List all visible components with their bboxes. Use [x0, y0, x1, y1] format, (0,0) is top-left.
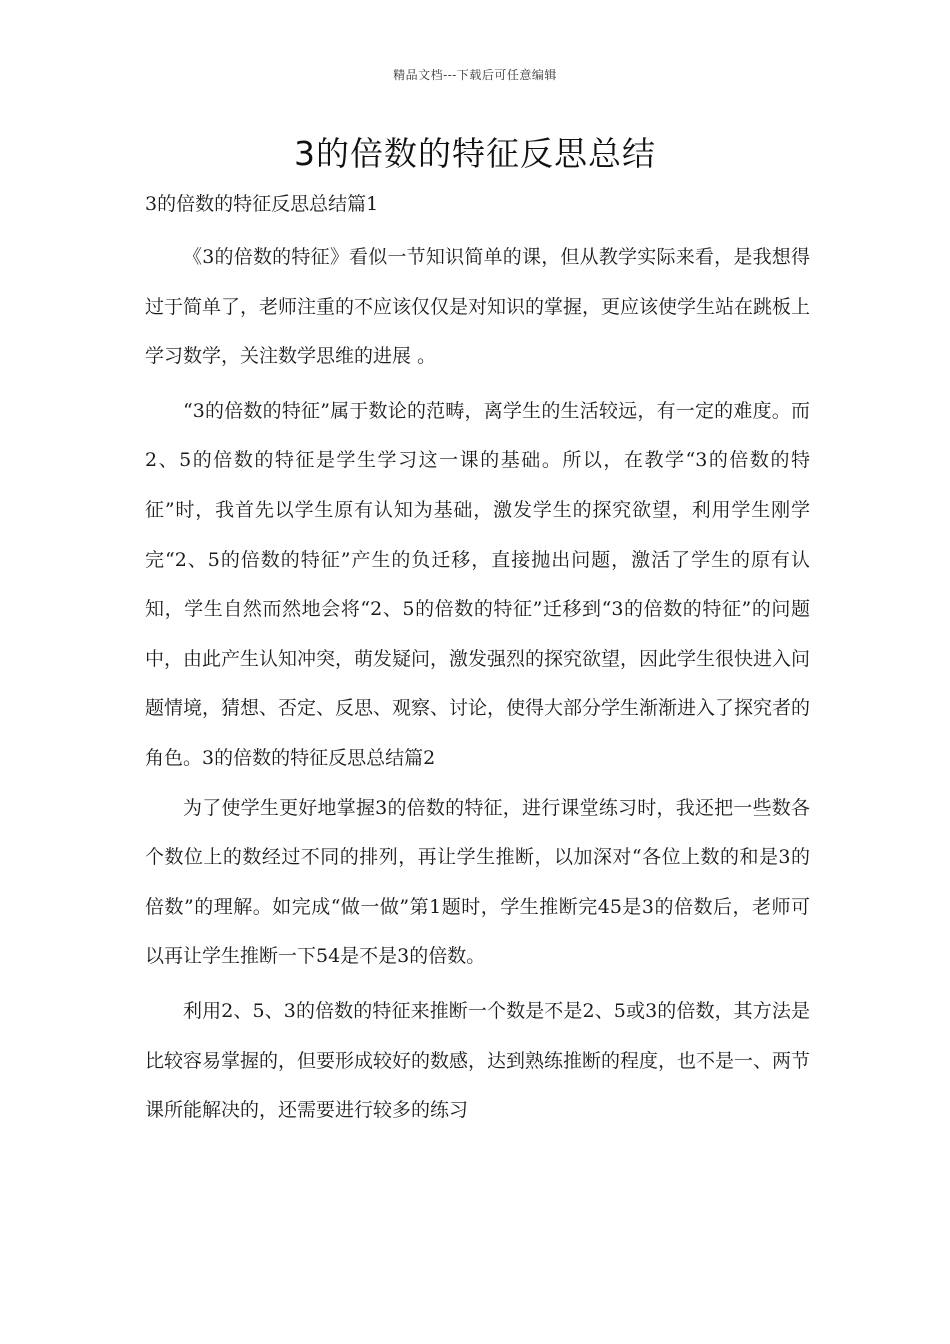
paragraph-2: “3的倍数的特征”属于数论的范畴，离学生的生活较远，有一定的难度。而2、5的倍数的特征是学生学习这一课的基础。所以，在教学“3的倍数的特征”时，我首先以学生原有认知为基础，激发学生的探究欲望，利用学生刚学完“2、5的倍数的特征”产生的负迁移，直接抛出问题，激活了学生的原有认知，学生自然而然地会将“2、5的倍数的特征”迁移到“3的倍数的特征”的问题中，由此产生认知冲突，萌发疑问，激发强烈的探究欲望，因此学生很快进入问题情境，猜想、否定、反思、观察、讨论，使得大部分学生渐渐进入了探究者的角色。3的倍数的特征反思总结篇2	[145, 399, 811, 769]
document-body	[145, 233, 810, 1136]
document-title: 3的倍数的特征反思总结	[294, 134, 656, 173]
paragraph-4: 利用2、5、3的倍数的特征来推断一个数是不是2、5或3的倍数，其方法是比较容易掌握的，但要形成较好的数感，达到熟练推断的程度，也不是一、两节课所能解决的，还需要进行较多的练习	[145, 999, 811, 1122]
paragraph-3: 为了使学生更好地掌握3的倍数的特征，进行课堂练习时，我还把一些数各个数位上的数经过不同的排列，再让学生推断，以加深对“各位上数的和是3的倍数”的理解。如完成“做一做”第1题时，学生推断完45是3的倍数后，老师可以再让学生推断一下54是不是3的倍数。	[145, 796, 810, 968]
paragraph-1: 《3的倍数的特征》看似一节知识简单的课，但从教学实际来看，是我想得过于简单了，老师注重的不应该仅仅是对知识的掌握，更应该使学生站在跳板上学习数学，关注数学思维的进展 。	[145, 246, 811, 368]
section-heading: 3的倍数的特征反思总结篇1	[145, 193, 379, 215]
header-note: 精品文档---下载后可任意编辑	[393, 68, 557, 82]
